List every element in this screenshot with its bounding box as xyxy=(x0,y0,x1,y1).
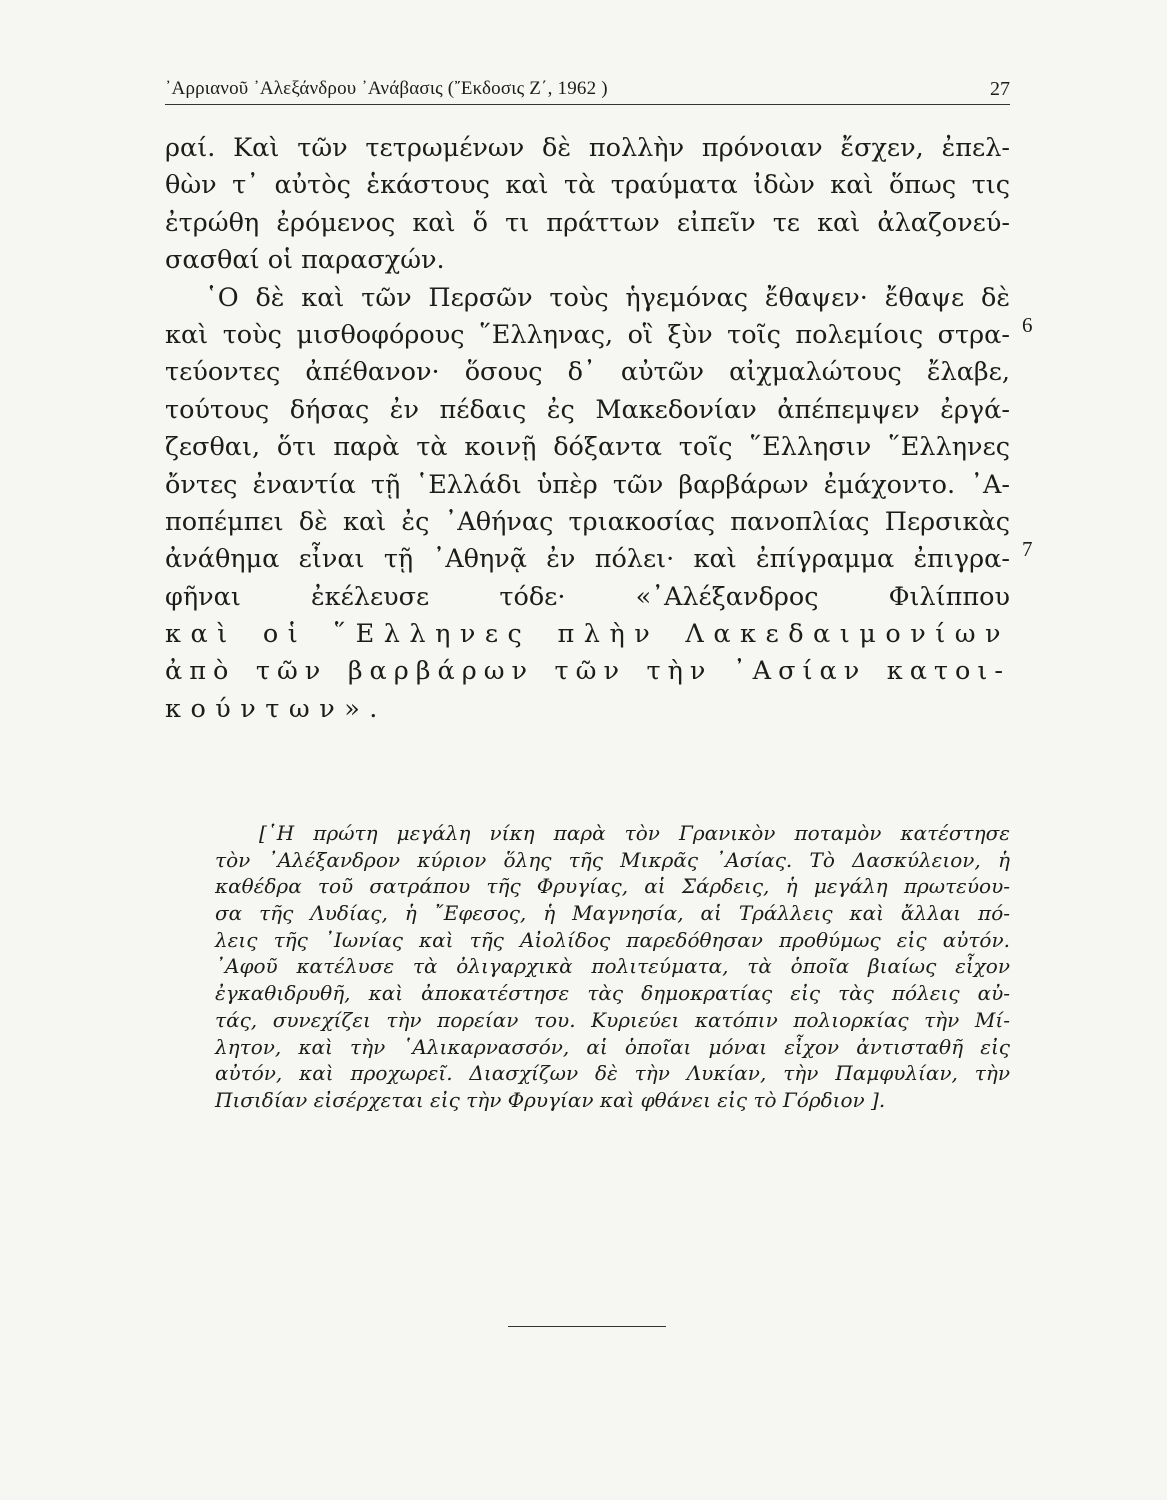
text-line: ὄντες ἐναντία τῇ ῾Ελλάδι ὑπὲρ τῶν βαρβάρων ἐμάχοντο. ᾿Α- xyxy=(165,469,1010,500)
text-line: ζεσθαι, ὅτι παρὰ τὰ κοινῇ δόξαντα τοῖς ῞Ελλησιν ῞Ελληνες xyxy=(165,432,1010,463)
summary-line: λητον, καὶ τὴν ῾Αλικαρνασσόν, αἱ ὁποῖαι μόναι εἶχον ἀντισταθῆ εἰς xyxy=(215,1034,1010,1059)
summary-line: [῾Η πρώτη μεγάλη νίκη παρὰ τὸν Γρανικὸν ποταμὸν κατέστησε xyxy=(259,821,1010,845)
text-line: φῆναι ἐκέλευσε τόδε· «᾿Αλέξανδρος Φιλίππου xyxy=(165,581,1010,612)
text-line: ῾Ο δὲ καὶ τῶν Περσῶν τοὺς ἡγεμόνας ἔθαψεν· ἔθαψε δὲ xyxy=(205,282,1010,313)
section-number: 7 xyxy=(1022,537,1033,561)
epigram-line: κούντων». xyxy=(165,693,387,724)
summary-line: αὐτόν, καὶ προχωρεῖ. Διασχίζων δὲ τὴν Λυκίαν, τὴν Παμφυλίαν, τὴν xyxy=(215,1061,1010,1086)
text-line: ἐτρώθη ἐρόμενος καὶ ὅ τι πράττων εἰπεῖν τε καὶ ἀλαζονεύ- xyxy=(165,207,1010,238)
section-number: 6 xyxy=(1022,313,1033,337)
summary-line: καθέδρα τοῦ σατράπου τῆς Φρυγίας, αἱ Σάρδεις, ἡ μεγάλη πρωτεύου- xyxy=(215,874,1010,899)
summary-paragraph xyxy=(215,820,1010,1114)
summary-line: σα τῆς Λυδίας, ἡ ῎Εφεσος, ἡ Μαγνησία, αἱ Τράλλεις καὶ ἄλλαι πό- xyxy=(215,901,1010,926)
text-line: ποπέμπει δὲ καὶ ἐς ᾿Αθήνας τριακοσίας πανοπλίας Περσικὰς xyxy=(165,506,1010,537)
text-line: τεύοντες ἀπέθανον· ὅσους δ᾿ αὐτῶν αἰχμαλώτους ἔλαβε, xyxy=(165,357,1010,388)
header-title: ᾿Αρριανοῦ ᾿Αλεξάνδρου ᾿Ανάβασις (῎Εκδοσις Ζ΄, 1962 ) xyxy=(165,78,608,99)
text-line: καὶ τοὺς μισθοφόρους ῞Ελληνας, οἳ ξὺν τοῖς πολεμίοις στρα- xyxy=(165,319,1010,350)
summary-line: τὸν ᾿Αλέξανδρον κύριον ὅλης τῆς Μικρᾶς ᾿Ασίας. Τὸ Δασκύλειον, ἡ xyxy=(215,847,1010,872)
epigram-line: καὶ οἱ ῞Ελληνες πλὴν Λακεδαιμονίων xyxy=(165,619,1010,650)
epigram-line: ἀπὸ τῶν βαρβάρων τῶν τὴν ᾿Ασίαν κατοι- xyxy=(165,656,1010,687)
summary-line: ἐγκαθιδρυθῆ, καὶ ἀποκατέστησε τὰς δημοκρατίας εἰς τὰς πόλεις αὐ- xyxy=(215,981,1010,1006)
text-line: θὼν τ᾿ αὐτὸς ἑκάστους καὶ τὰ τραύματα ἰδὼν καὶ ὅπως τις xyxy=(165,170,1010,201)
summary-line: λεις τῆς ᾿Ιωνίας καὶ τῆς Αἰολίδος παρεδόθησαν προθύμως εἰς αὐτόν. xyxy=(215,927,1010,952)
running-header xyxy=(165,70,1010,105)
page-number: 27 xyxy=(990,78,1010,100)
summary-line: ᾿Αφοῦ κατέλυσε τὰ ὀλιγαρχικὰ πολιτεύματα, τὰ ὁποῖα βιαίως εἶχον xyxy=(215,954,1010,979)
closing-rule xyxy=(508,1326,666,1327)
main-greek-text xyxy=(165,130,1010,728)
text-line: τούτους δήσας ἐν πέδαις ἐς Μακεδονίαν ἀπέπεμψεν ἐργά- xyxy=(165,394,1010,425)
text-line: ραί. Καὶ τῶν τετρωμένων δὲ πολλὴν πρόνοιαν ἔσχεν, ἐπελ- xyxy=(165,133,1010,163)
summary-line: τάς, συνεχίζει τὴν πορείαν του. Κυριεύει κατόπιν πολιορκίας τὴν Μί- xyxy=(215,1007,1010,1032)
text-line: ἀνάθημα εἶναι τῇ ᾿Αθηνᾷ ἐν πόλει· καὶ ἐπίγραμμα ἐπιγρα- xyxy=(165,544,1010,575)
summary-line: Πισιδίαν εἰσέρχεται εἰς τὴν Φρυγίαν καὶ φθάνει εἰς τὸ Γόρδιον ]. xyxy=(215,1087,886,1112)
text-line: σασθαί οἱ παρασχών. xyxy=(165,245,445,276)
